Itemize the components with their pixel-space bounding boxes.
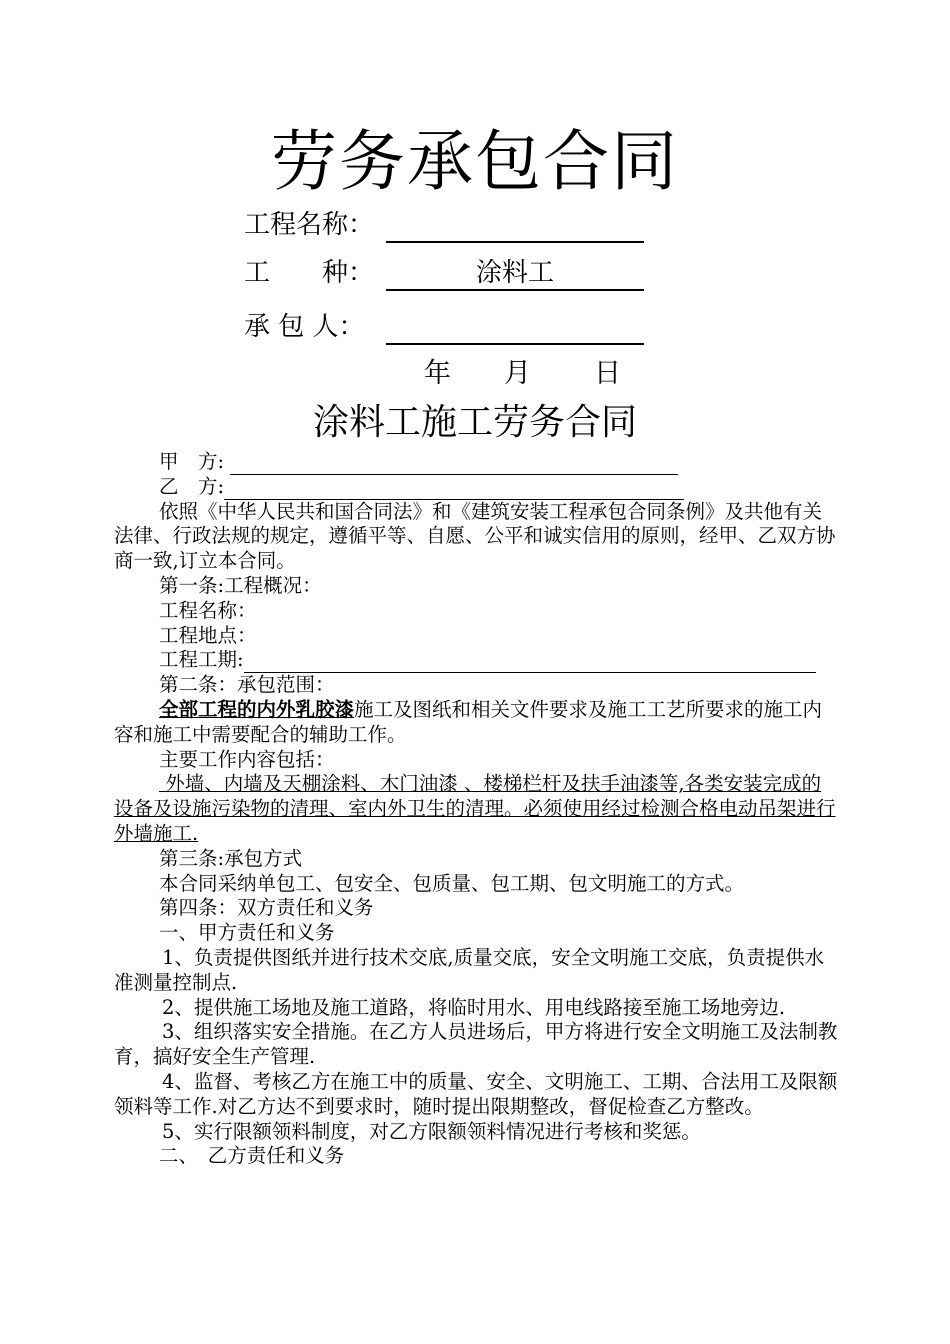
party-a-duty-2: 2、提供施工场地及施工道路，将临时用水、用电线路接至施工场地旁边. (162, 995, 786, 1019)
party-a-duty-5: 5、实行限额领料制度，对乙方限额领料情况进行考核和奖惩。 (162, 1119, 701, 1143)
party-a-duty-3: 3、组织落实安全措施。在乙方人员进场后，甲方将进行安全文明施工及法制教育，搞好安全生产管理. (114, 1020, 838, 1069)
party-b-blank (224, 479, 684, 500)
article-2-main-title: 主要工作内容包括： (159, 747, 335, 771)
cover-project-label: 工程名称： (244, 210, 375, 240)
party-a-label: 甲 方: (159, 450, 225, 473)
party-a-duty-4: 4、监督、考核乙方在施工中的质量、安全、文明施工、工期、合法用工及限额领料等工作.对乙方达不到要求时，随时提出限期整改，督促检查乙方整改。 (114, 1069, 838, 1118)
article-1-project-name: 工程名称： (159, 598, 257, 622)
cover-contractor-row (244, 307, 386, 347)
cover-trade-row (244, 253, 554, 293)
preamble: 依照《中华人民共和国合同法》和《建筑安装工程承包合同条例》及共他有关法律、行政法规的规定，遵循平等、自愿、公平和诚实信用的原则，经甲、乙双方协商一致,订立本合同。 (114, 499, 836, 573)
date-year: 年 (424, 358, 451, 389)
party-a-line (114, 450, 838, 475)
party-a-blank (230, 454, 678, 475)
cover-title: 劳务承包合同 (271, 123, 679, 200)
cover-trade-field: 涂料工 (386, 253, 644, 291)
article-1-period-blank (244, 652, 816, 673)
article-2-scope-highlight: 全部工程的内外乳胶漆 (159, 697, 355, 721)
article-1-title: 第一条:工程概况： (159, 573, 322, 597)
article-1-location: 工程地点： (159, 623, 257, 647)
article-2-scope (114, 698, 838, 748)
cover-date (424, 354, 621, 394)
cover-contractor-label: 承 包 人： (244, 312, 365, 342)
article-2-main-content: 外墙、内墙及天棚涂料、木门油漆 、楼梯栏杆及扶手油漆等,各类安装完成的设备及设施污染物的清理、室内外卫生的清理。必须使用经过检测合格电动吊架进行外墙施工. (114, 772, 836, 845)
contract-body (114, 450, 838, 1169)
article-4-title: 第四条：双方责任和义务 (159, 896, 374, 920)
article-3-content: 本合同采纳单包工、包安全、包质量、包工期、包文明施工的方式。 (159, 871, 745, 895)
cover-project-row (244, 205, 386, 245)
party-a-duties-title: 一、甲方责任和义务 (159, 921, 335, 945)
date-day: 日 (594, 358, 621, 389)
party-b-label: 乙 方: (159, 474, 225, 498)
article-1-period-label: 工程工期: (159, 648, 244, 672)
article-2-title: 第二条：承包范围： (159, 673, 335, 697)
party-b-line (114, 475, 838, 500)
article-1-period-line (114, 648, 838, 673)
article-2-scope-text: 施工及图纸和相关文件要求及施工工艺所要求的施工内容和施工中需要配合的辅助工作。 (114, 697, 823, 746)
cover-contractor-field (386, 307, 644, 345)
contract-title: 涂料工施工劳务合同 (312, 402, 637, 443)
party-b-duties-title: 二、 乙方责任和义务 (159, 1144, 345, 1168)
date-month: 月 (504, 358, 531, 389)
article-3-title: 第三条:承包方式 (159, 846, 303, 870)
cover-trade-label: 工 种： (244, 258, 375, 288)
cover-project-field (386, 205, 644, 243)
party-a-duty-1: 1、负责提供图纸并进行技术交底,质量交底，安全文明施工交底，负责提供水准测量控制点. (114, 945, 825, 994)
